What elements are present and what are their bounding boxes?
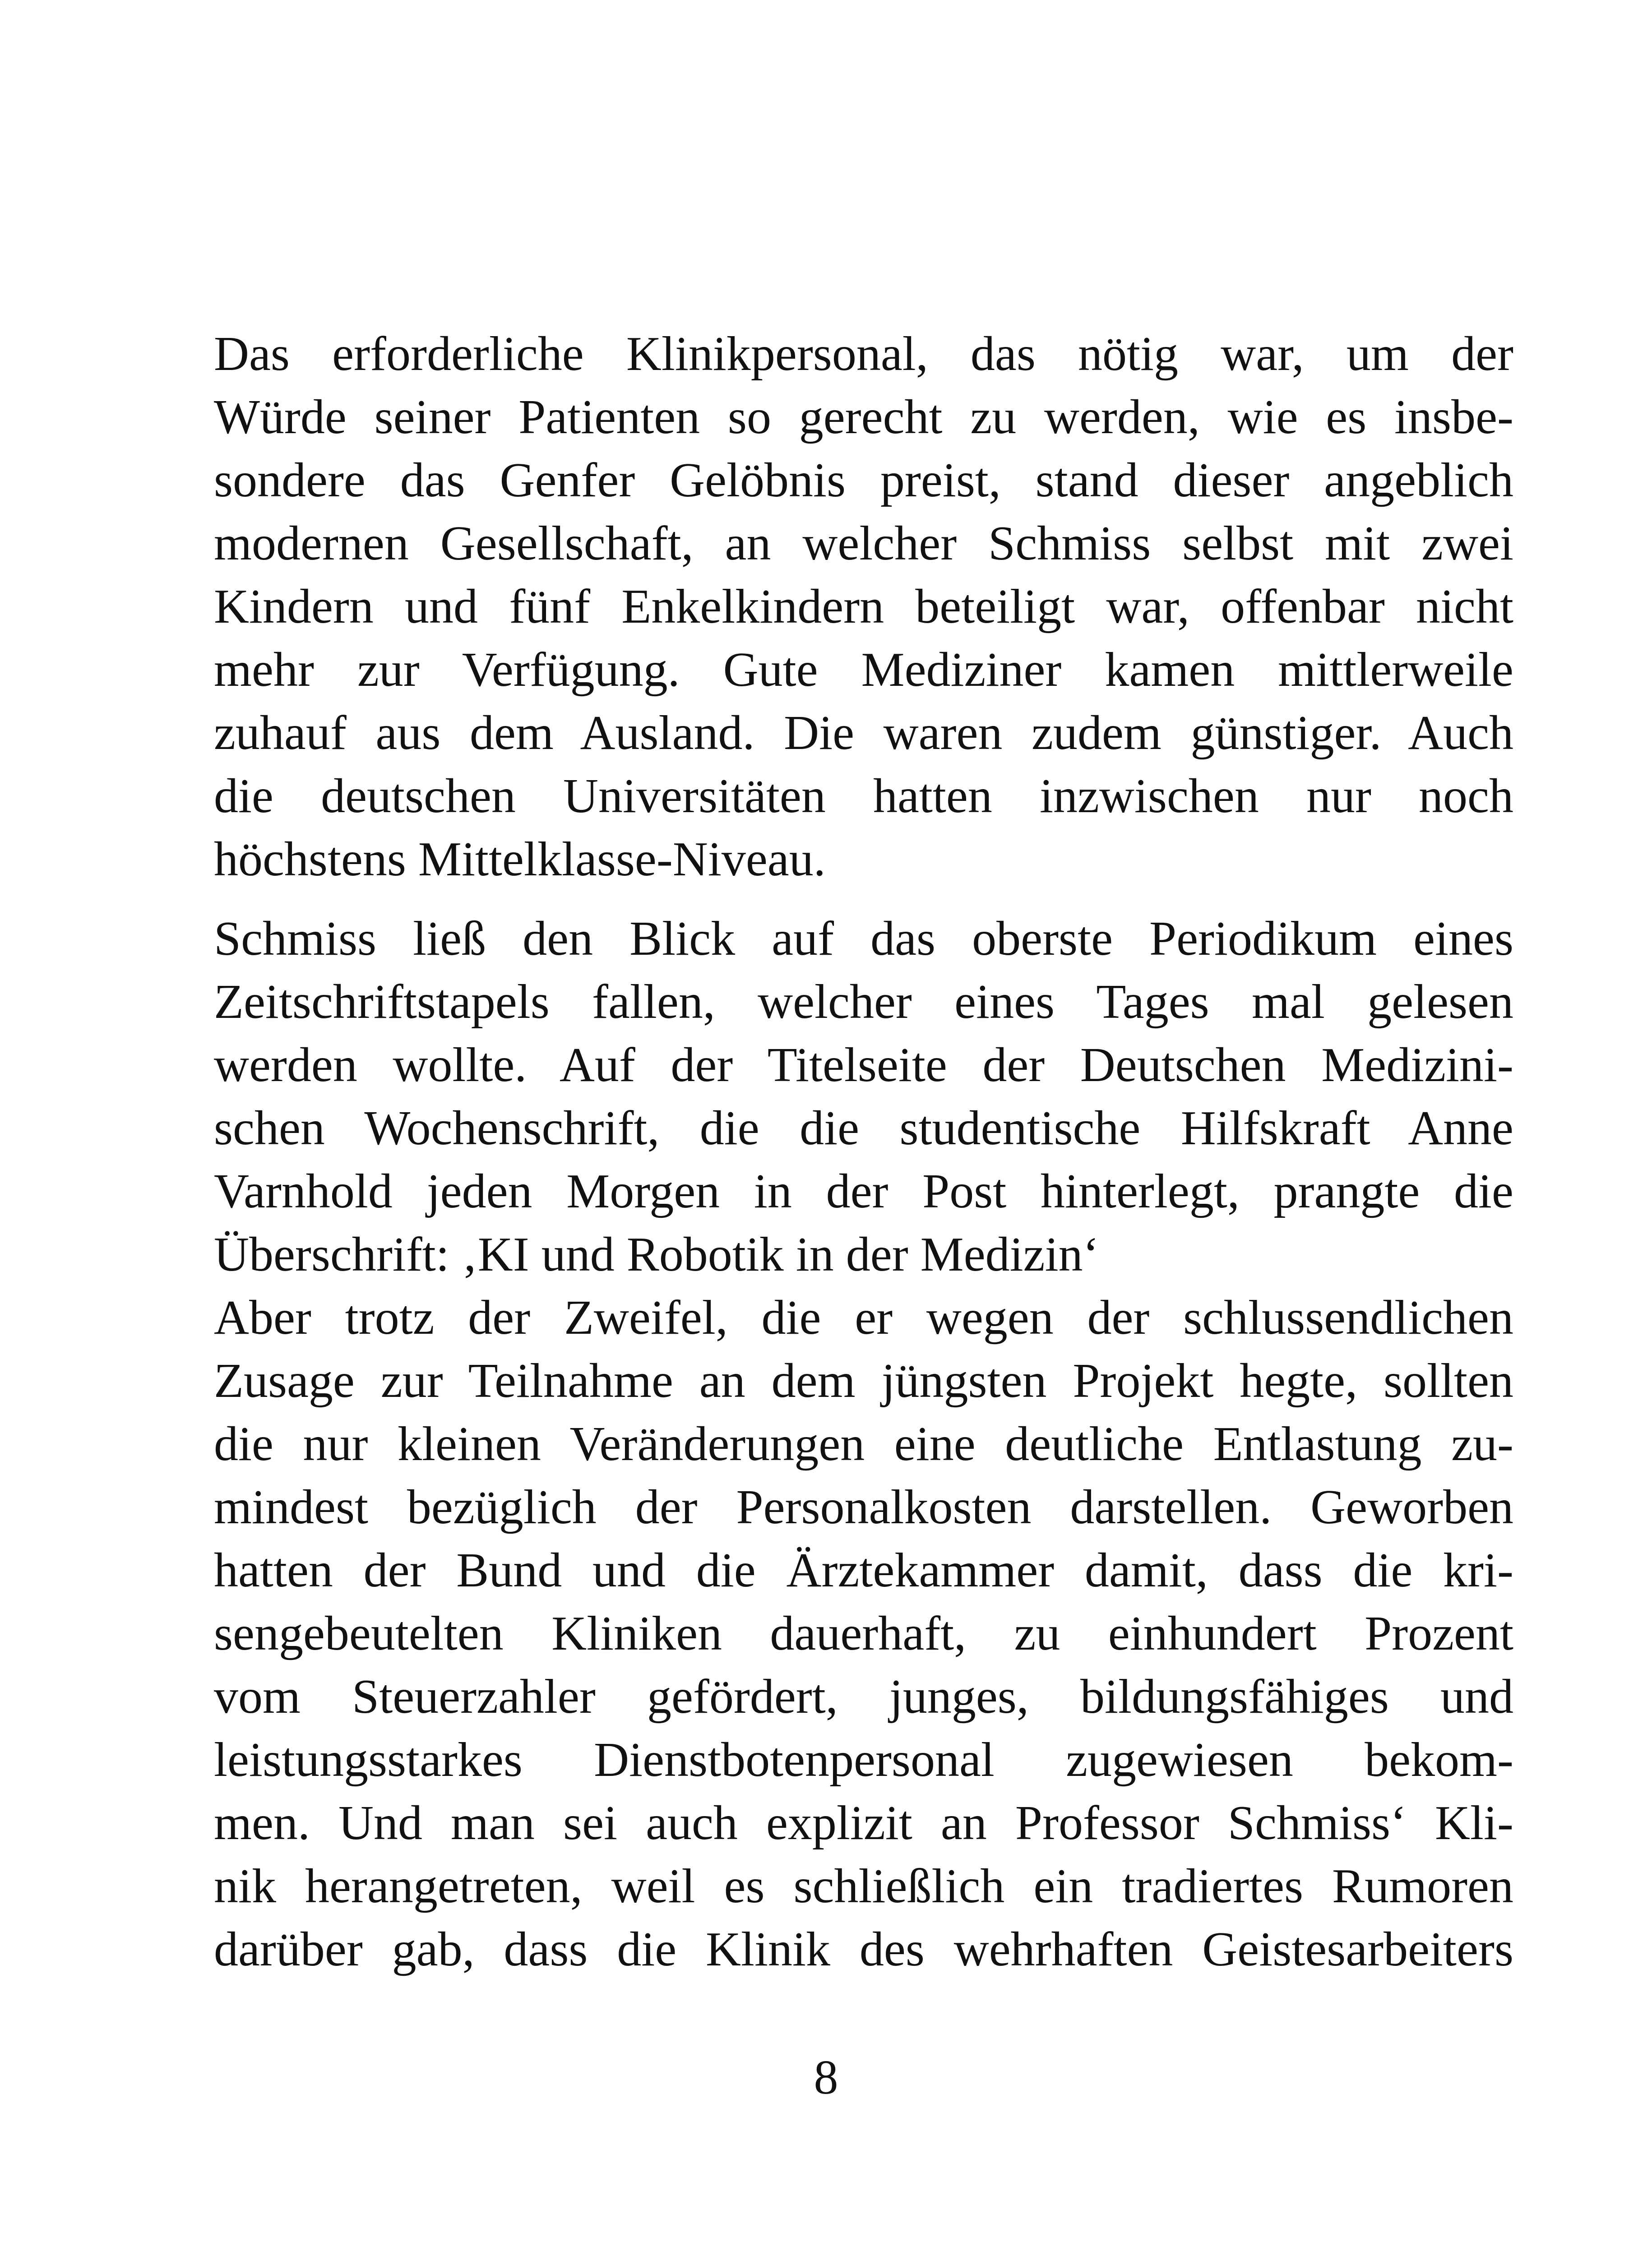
text-line: nik herangetreten, weil es schließlich ein tradiertes Rumoren (214, 1859, 1513, 1913)
text-line: schen Wochenschrift, die die studentische Hilfskraft Anne (214, 1101, 1513, 1155)
text-line: Überschrift: ‚KI und Robotik in der Medizin‘ (214, 1228, 1099, 1281)
text-line: Zusage zur Teilnahme an dem jüngsten Projekt hegte, sollten (214, 1354, 1513, 1408)
text-line: darüber gab, dass die Klinik des wehrhaften Geistesarbeiters (214, 1923, 1513, 1976)
text-line: Schmiss ließ den Blick auf das oberste Periodikum eines (214, 912, 1513, 966)
text-line: Aber trotz der Zweifel, die er wegen der schlussendlichen (214, 1291, 1513, 1345)
text-line: die nur kleinen Veränderungen eine deutliche Entlastung zu- (214, 1417, 1513, 1471)
text-line: Kindern und fünf Enkelkindern beteiligt war, offenbar nicht (214, 580, 1513, 633)
text-line: mindest bezüglich der Personalkosten darstellen. Geworben (214, 1480, 1513, 1534)
text-line: hatten der Bund und die Ärztekammer damit, dass die kri- (214, 1544, 1513, 1597)
text-line: sondere das Genfer Gelöbnis preist, stand dieser angeblich (214, 453, 1513, 507)
text-line: werden wollte. Auf der Titelseite der Deutschen Medizini- (214, 1038, 1513, 1092)
text-line: Das erforderliche Klinikpersonal, das nötig war, um der (214, 327, 1513, 381)
text-line: men. Und man sei auch explizit an Professor Schmiss‘ Kli- (214, 1796, 1513, 1850)
page-number: 8 (814, 2051, 838, 2104)
text-line: Würde seiner Patienten so gerecht zu werden, wie es insbe- (214, 390, 1513, 444)
text-line: mehr zur Verfügung. Gute Mediziner kamen mittlerweile (214, 643, 1513, 697)
text-line: sengebeutelten Kliniken dauerhaft, zu einhundert Prozent (214, 1607, 1513, 1660)
paragraph-gap (214, 891, 1513, 907)
text-line: vom Steuerzahler gefördert, junges, bildungsfähiges und (214, 1670, 1513, 1724)
text-line: die deutschen Universitäten hatten inzwischen nur noch (214, 769, 1513, 823)
text-line: Varnhold jeden Morgen in der Post hinterlegt, prangte die (214, 1165, 1513, 1218)
text-line: zuhauf aus dem Ausland. Die waren zudem günstiger. Auch (214, 706, 1513, 760)
text-line: leistungsstarkes Dienstbotenpersonal zugewiesen bekom- (214, 1733, 1513, 1787)
body-text (214, 323, 1513, 1981)
text-line: Zeitschriftstapels fallen, welcher eines Tages mal gelesen (214, 975, 1513, 1029)
text-line: höchstens Mittelklasse-Niveau. (214, 832, 826, 886)
text-line: modernen Gesellschaft, an welcher Schmiss selbst mit zwei (214, 517, 1513, 570)
